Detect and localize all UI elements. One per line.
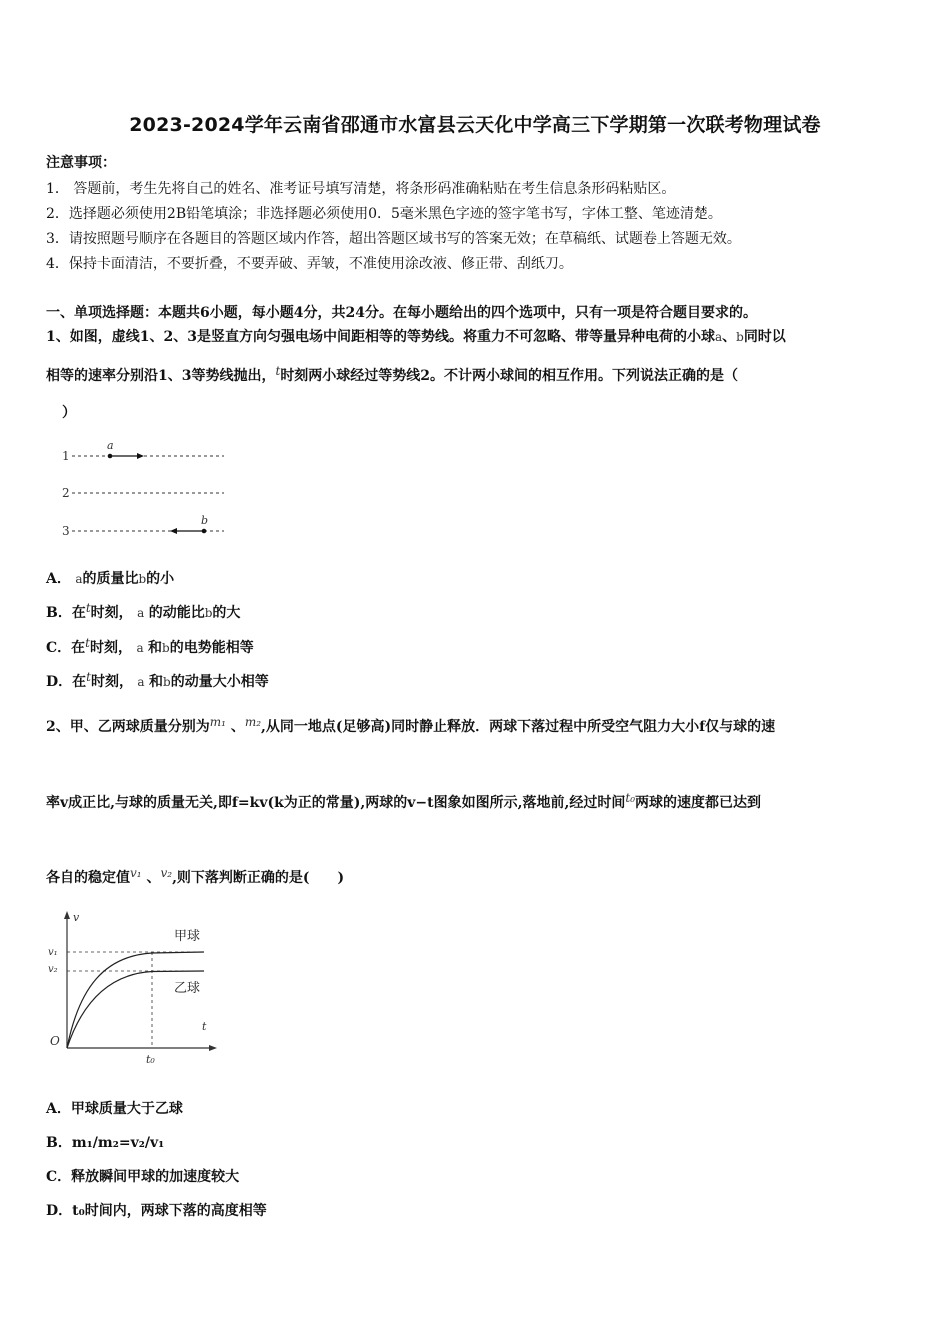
arrowhead-a xyxy=(137,453,144,459)
var-t0: t₀ xyxy=(625,791,636,805)
var-v1: v₁ xyxy=(130,866,142,880)
ball-b-label: b xyxy=(201,514,209,527)
y-axis-arrow xyxy=(64,911,70,919)
q1-text: 1、如图，虚线1、2、3是竖直方向匀强电场中间距相等的等势线。将重力不可忽略、带等量异种电荷的小球 xyxy=(46,329,715,345)
vt-graph xyxy=(44,908,224,1068)
var-b: b xyxy=(736,330,744,344)
var-m2: m₂ xyxy=(244,715,262,729)
question-2-line-2: 率v成正比,与球的质量无关,即f=kv(k为正的常量),两球的v−t图象如图所示,落地前,经过时间t₀两球的速度都已达到 xyxy=(46,791,762,811)
q1-option-c[interactable]: C．在t时刻， a 和b的电势能相等 xyxy=(46,636,254,656)
arrowhead-b xyxy=(170,528,177,534)
q1-option-a[interactable]: A． a的质量比b的小 xyxy=(46,571,175,587)
q1-text-2: 相等的速率分别沿1、3等势线抛出， xyxy=(46,368,276,384)
equipotential-figure xyxy=(56,436,236,546)
q2-option-c[interactable]: C．释放瞬间甲球的加速度较大 xyxy=(46,1169,240,1185)
notice-item-2: 2．选择题必须使用2B铅笔填涂；非选择题必须使用0．5毫米黑色字迹的签字笔书写，字体工整、笔迹清楚。 xyxy=(46,206,722,222)
curve-yi-label: 乙球 xyxy=(174,981,201,996)
question-1-line-1 xyxy=(46,326,786,346)
line-label-1: 1 xyxy=(62,449,70,463)
question-1-line-2 xyxy=(46,365,738,385)
line-label-2: 2 xyxy=(62,486,70,500)
var-v2: v₂ xyxy=(160,866,173,880)
var-t: t xyxy=(275,364,281,378)
y-tick-v1: v₁ xyxy=(48,947,58,958)
ball-a-label: a xyxy=(107,439,114,452)
curve-jia-label: 甲球 xyxy=(174,929,201,944)
question-1-line-3: ） xyxy=(62,405,76,421)
origin-label: O xyxy=(50,1034,60,1048)
curve-jia xyxy=(67,952,204,1048)
notice-item-4: 4．保持卡面清洁，不要折叠，不要弄破、弄皱，不准使用涂改液、修正带、刮纸刀。 xyxy=(46,256,573,272)
var-m1: m₁ xyxy=(209,715,226,729)
notice-heading: 注意事项： xyxy=(46,155,116,171)
var-a: a xyxy=(714,330,723,344)
q1-text-2-end: 时刻两小球经过等势线2。不计两小球间的相互作用。下列说法正确的是（ xyxy=(280,368,739,384)
line-label-3: 3 xyxy=(62,524,70,538)
q1-option-d[interactable]: D．在t时刻， a 和b的动量大小相等 xyxy=(46,670,269,690)
y-axis-label: v xyxy=(73,911,80,924)
q1-text-end: 同时以 xyxy=(743,329,786,345)
q1-option-b[interactable]: B．在t时刻， a 的动能比b的大 xyxy=(46,601,241,621)
x-tick-t0: t₀ xyxy=(146,1053,155,1066)
notice-item-3: 3．请按照题号顺序在各题目的答题区域内作答，超出答题区域书写的答案无效；在草稿纸、试题卷上答题无效。 xyxy=(46,231,741,247)
y-tick-v2: v₂ xyxy=(48,964,58,975)
notice-item-1: 1． 答题前，考生先将自己的姓名、准考证号填写清楚，将条形码准确粘贴在考生信息条形码粘贴区。 xyxy=(46,181,676,197)
section-heading: 一、单项选择题：本题共6小题，每小题4分，共24分。在每小题给出的四个选项中，只有一项是符合题目要求的。 xyxy=(46,305,757,321)
q2-option-d[interactable]: D．t₀时间内，两球下落的高度相等 xyxy=(46,1203,267,1219)
x-axis-arrow xyxy=(209,1045,217,1051)
document-title: 2023-2024学年云南省邵通市水富县云天化中学高三下学期第一次联考物理试卷 xyxy=(129,114,821,136)
q2-option-a[interactable]: A．甲球质量大于乙球 xyxy=(46,1101,183,1117)
question-2-line-1: 2、甲、乙两球质量分别为m₁ 、m₂,从同一地点(足够高)同时静止释放．两球下落过程中所受空气阻力大小f仅与球的速 xyxy=(46,715,776,735)
q2-option-b[interactable]: B．m₁/m₂=v₂/v₁ xyxy=(46,1135,165,1151)
q1-sep: 、 xyxy=(722,329,737,345)
question-2-line-3: 各自的稳定值v₁ 、v₂,则下落判断正确的是( ) xyxy=(46,866,345,886)
x-axis-label: t xyxy=(202,1020,207,1033)
